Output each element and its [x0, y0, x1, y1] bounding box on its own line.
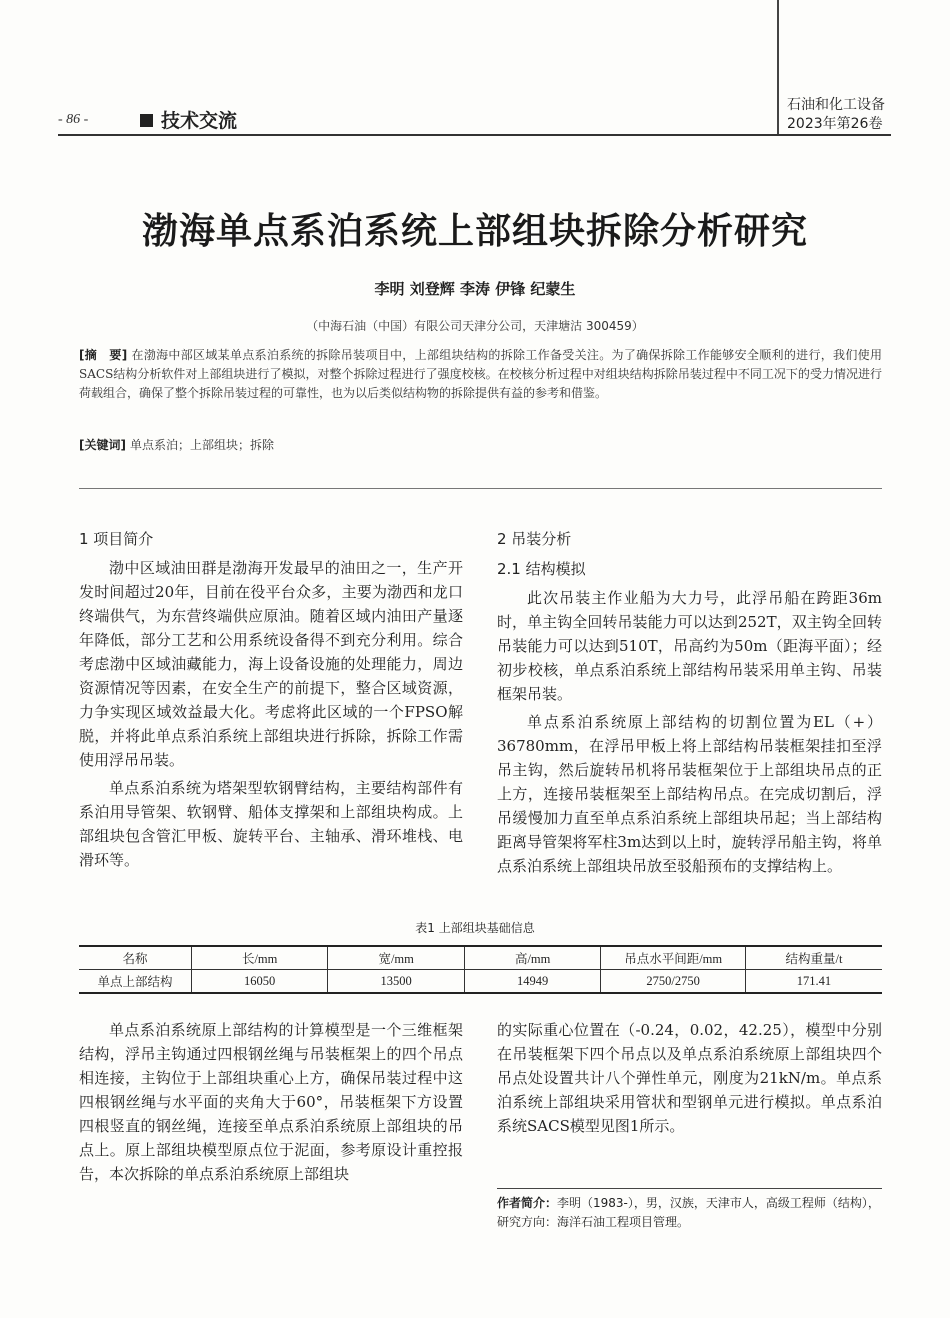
table-header-cell: 名称 [79, 946, 191, 970]
header-rule [58, 134, 891, 136]
abstract [79, 346, 882, 403]
table-header-cell: 宽/mm [328, 946, 465, 970]
table-cell: 2750/2750 [601, 970, 746, 994]
section2-subheading: 2.1 结构模拟 [497, 560, 586, 578]
table-cell: 13500 [328, 970, 465, 994]
section2-heading: 2 吊装分析 [497, 530, 572, 548]
section-tag [140, 106, 237, 133]
table-1 [79, 945, 882, 994]
header-vertical-rule [777, 0, 779, 134]
abstract-label: [摘 要] [79, 348, 128, 362]
square-bullet-icon [140, 114, 153, 127]
paper-title: 渤海单点系泊系统上部组块拆除分析研究 [141, 211, 808, 252]
page-number: - 86 - [58, 112, 89, 127]
table-cell: 171.41 [745, 970, 882, 994]
table-caption: 表1 上部组块基础信息 [415, 921, 535, 935]
section1-body [79, 556, 463, 872]
table-header-row [79, 946, 882, 970]
journal-issue: 2023年第26卷 [787, 116, 883, 132]
section1-paragraph: 渤中区域油田群是渤海开发最早的油田之一，生产开发时间超过20年，目前在役平台众多，主要为渤西和龙口终端供气，为东营终端供应原油。随着区域内油田产量逐年降低，部分工艺和公用系统设备得不到充分利用。综合考虑渤中区域油藏能力，海上设备设施的处理能力，周边资源情况等因素，在安全生产的前提下，整合区域资源，力争实现区域效益最大化。考虑将此区域的一个FPSO解脱，并将此单点系泊系统上部组块进行拆除，拆除工作需使用浮吊吊装。 [79, 559, 463, 769]
affiliation: （中海石油（中国）有限公司天津分公司，天津塘沽 300459） [306, 319, 644, 333]
section2-body [497, 586, 882, 878]
author-bio-text: 李明（1983-），男，汉族，天津市人，高级工程师（结构），研究方向：海洋石油工程项目管理。 [497, 1196, 880, 1229]
journal-name: 石油和化工设备 [787, 97, 885, 113]
table-row [79, 970, 882, 994]
section1-paragraph: 单点系泊系统为塔架型软钢臂结构，主要结构部件有系泊用导管架、软钢臂、船体支撑架和上部组块构成。上部组块包含管汇甲板、旋转平台、主轴承、滑环堆栈、电滑环等。 [79, 779, 463, 869]
author-bio [497, 1194, 882, 1232]
lower-left-body [79, 1018, 463, 1186]
author-bio-label: 作者简介： [497, 1196, 558, 1210]
table-cell: 单点上部结构 [79, 970, 191, 994]
lower-right-body [497, 1018, 882, 1138]
keywords-label: [关键词] [79, 438, 126, 452]
abstract-text: 在渤海中部区域某单点系泊系统的拆除吊装项目中，上部组块结构的拆除工作备受关注。为了确保拆除工作能够安全顺利的进行，我们使用SACS结构分析软件对上部组块进行了模拟，对整个拆除过程进行了强度校核。在校核分析过程中对组块结构拆除吊装过程中不同工况下的受力情况进行荷载组合，确保了整个拆除吊装过程的可靠性，也为以后类似结构物的拆除提供有益的参考和借鉴。 [79, 348, 882, 400]
lower-right-paragraph: 的实际重心位置在（-0.24，0.02，42.25），模型中分别在吊装框架下四个吊点以及单点系泊系统原上部组块四个吊点处设置共计八个弹性单元，刚度为21kN/m。单点系泊系统上部组块采用管状和型钢单元进行模拟。单点系泊系统SACS模型见图1所示。 [497, 1021, 882, 1135]
table-header-cell: 长/mm [191, 946, 328, 970]
table-header-cell: 吊点水平间距/mm [601, 946, 746, 970]
table-cell: 16050 [191, 970, 328, 994]
journal-info [787, 96, 885, 134]
lower-left-paragraph: 单点系泊系统原上部结构的计算模型是一个三维框架结构，浮吊主钩通过四根钢丝绳与吊装框架上的四个吊点相连接，主钩位于上部组块重心上方，确保吊装过程中这四根钢丝绳与水平面的夹角大于60°，吊装框架下方设置四根竖直的钢丝绳，连接至单点系泊系统原上部组块的吊点上。原上部组块模型原点位于泥面，参考原设计重控报告，本次拆除的单点系泊系统原上部组块 [79, 1021, 463, 1183]
section2-paragraph: 单点系泊系统原上部结构的切割位置为EL（+）36780mm，在浮吊甲板上将上部结构吊装框架挂扣至浮吊主钩，然后旋转吊机将吊装框架位于上部组块吊点的正上方，连接吊装框架至上部结构吊点。在完成切割后，浮吊缓慢加力直至单点系泊系统上部组块吊起；当上部结构距离导管架将军柱3m达到以上时，旋转浮吊船主钩，将单点系泊系统上部组块吊放至驳船预布的支撑结构上。 [497, 713, 882, 875]
section2-paragraph: 此次吊装主作业船为大力号，此浮吊船在跨距36m时，单主钩全回转吊装能力可以达到252T，双主钩全回转吊装能力可以达到510T，吊高约为50m（距海平面）；经初步校核，单点系泊系统上部结构吊装采用单主钩、吊装框架吊装。 [497, 589, 882, 703]
section1-heading: 1 项目简介 [79, 530, 154, 548]
table-cell: 14949 [464, 970, 601, 994]
authors: 李明 刘登辉 李涛 伊锋 纪蒙生 [374, 280, 576, 298]
section-tag-label: 技术交流 [161, 110, 238, 132]
footnote-rule [497, 1188, 882, 1189]
table-header-cell: 结构重量/t [745, 946, 882, 970]
table-header-cell: 高/mm [464, 946, 601, 970]
abstract-divider [79, 488, 882, 489]
keywords [79, 436, 882, 453]
keywords-text: 单点系泊；上部组块；拆除 [129, 438, 274, 452]
